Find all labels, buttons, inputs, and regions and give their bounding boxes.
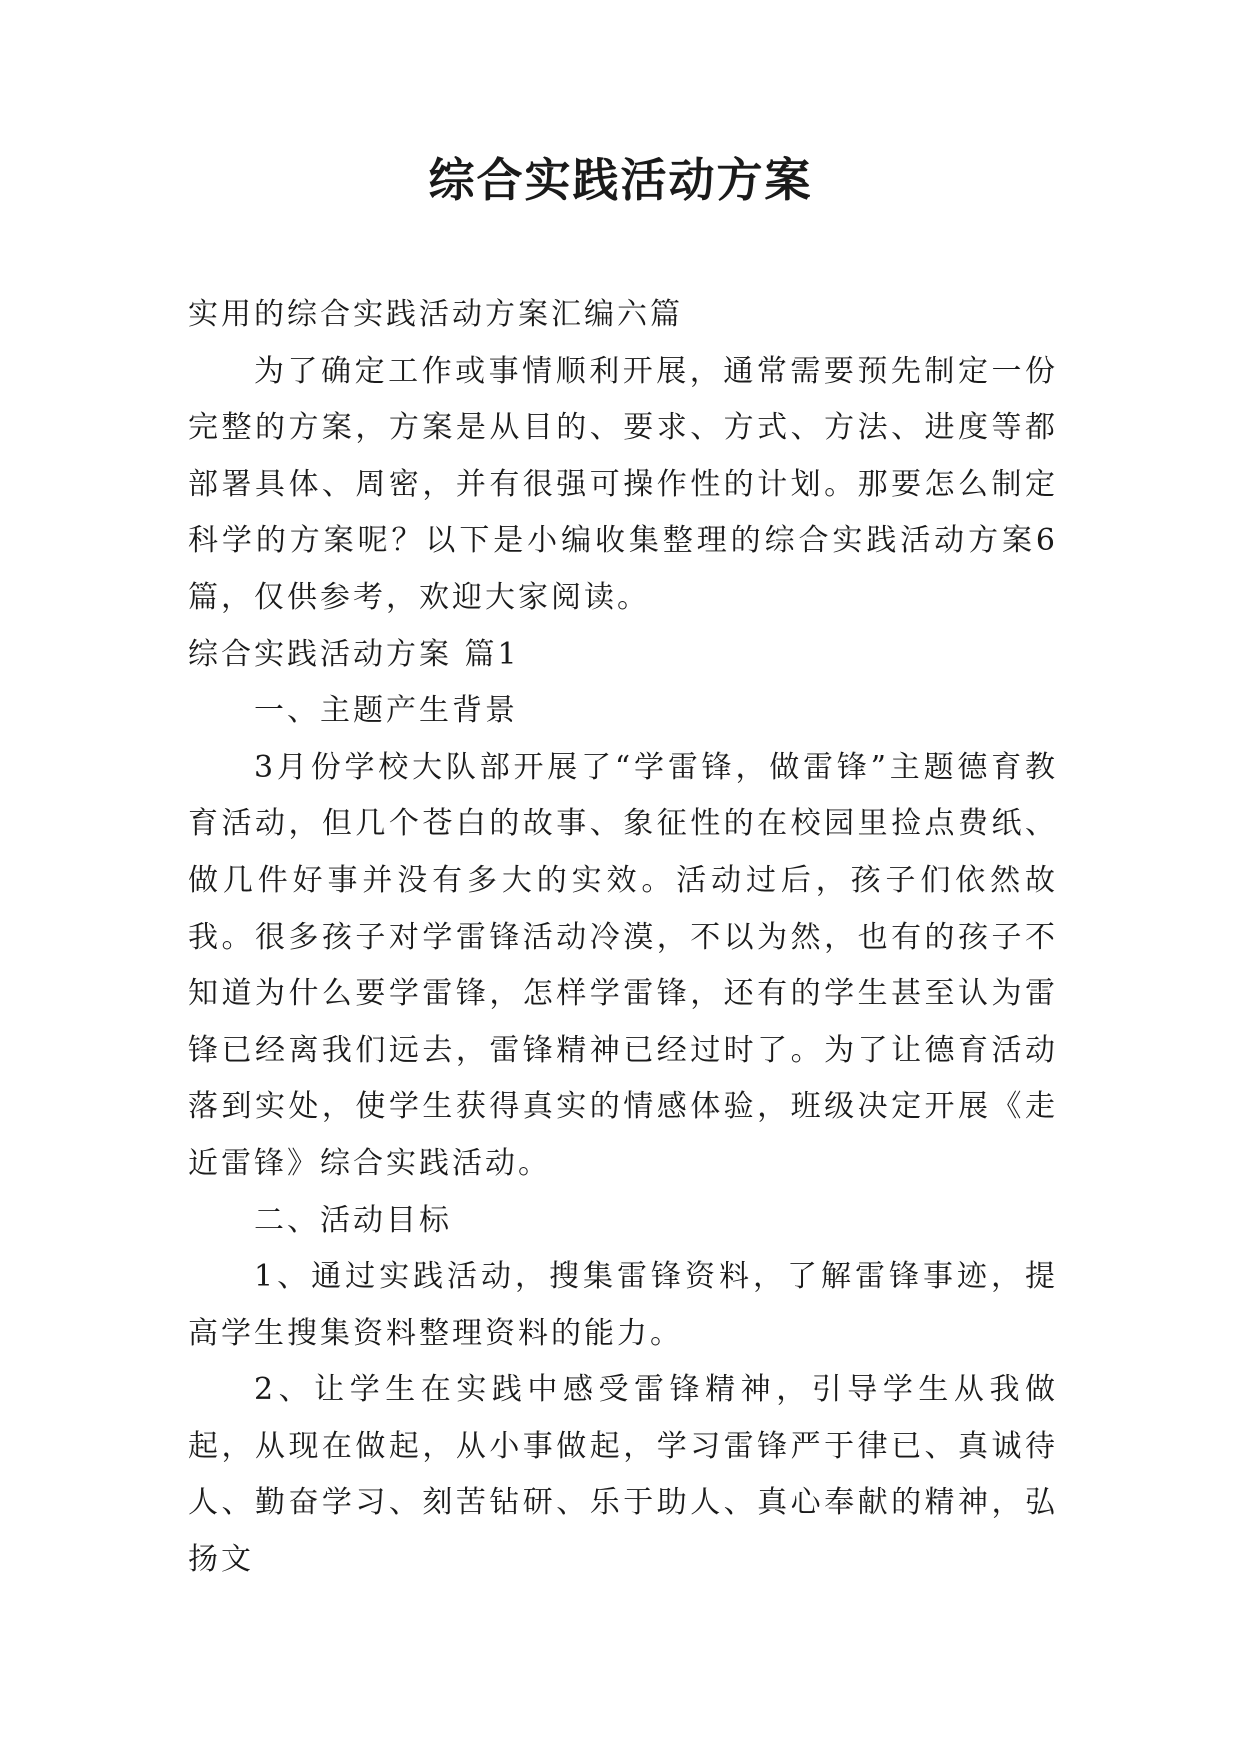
document-title: 综合实践活动方案: [428, 153, 813, 207]
subheading-background: 一、主题产生背景: [254, 693, 518, 729]
intro-paragraph: 为了确定工作或事情顺利开展，通常需要预先制定一份完整的方案，方案是从目的、要求、方式、方法、进度等都部署具体、周密，并有很强可操作性的计划。那要怎么制定科学的方案呢？以下是小编收集整理的综合实践活动方案6篇，仅供参考，欢迎大家阅读。: [188, 353, 1058, 615]
goal-item-2: 2、让学生在实践中感受雷锋精神，引导学生从我做起，从现在做起，从小事做起，学习雷锋严于律已、真诚待人、勤奋学习、刻苦钻研、乐于助人、真心奉献的精神，弘扬文: [188, 1372, 1058, 1578]
subtitle-line: 实用的综合实践活动方案汇编六篇: [188, 297, 683, 332]
document-body: [188, 287, 1058, 1589]
section-heading: 综合实践活动方案 篇1: [188, 636, 520, 672]
goal-item-1: 1、通过实践活动，搜集雷锋资料，了解雷锋事迹，提高学生搜集资料整理资料的能力。: [188, 1259, 1058, 1351]
subheading-goals: 二、活动目标: [254, 1202, 452, 1238]
background-paragraph: 3月份学校大队部开展了“学雷锋，做雷锋”主题德育教育活动，但几个苍白的故事、象征性的在校园里捡点费纸、做几件好事并没有多大的实效。活动过后，孩子们依然故我。很多孩子对学雷锋活动冷漠，不以为然，也有的孩子不知道为什么要学雷锋，怎样学雷锋，还有的学生甚至认为雷锋已经离我们远去，雷锋精神已经过时了。为了让德育活动落到实处，使学生获得真实的情感体验，班级决定开展《走近雷锋》综合实践活动。: [188, 749, 1058, 1181]
